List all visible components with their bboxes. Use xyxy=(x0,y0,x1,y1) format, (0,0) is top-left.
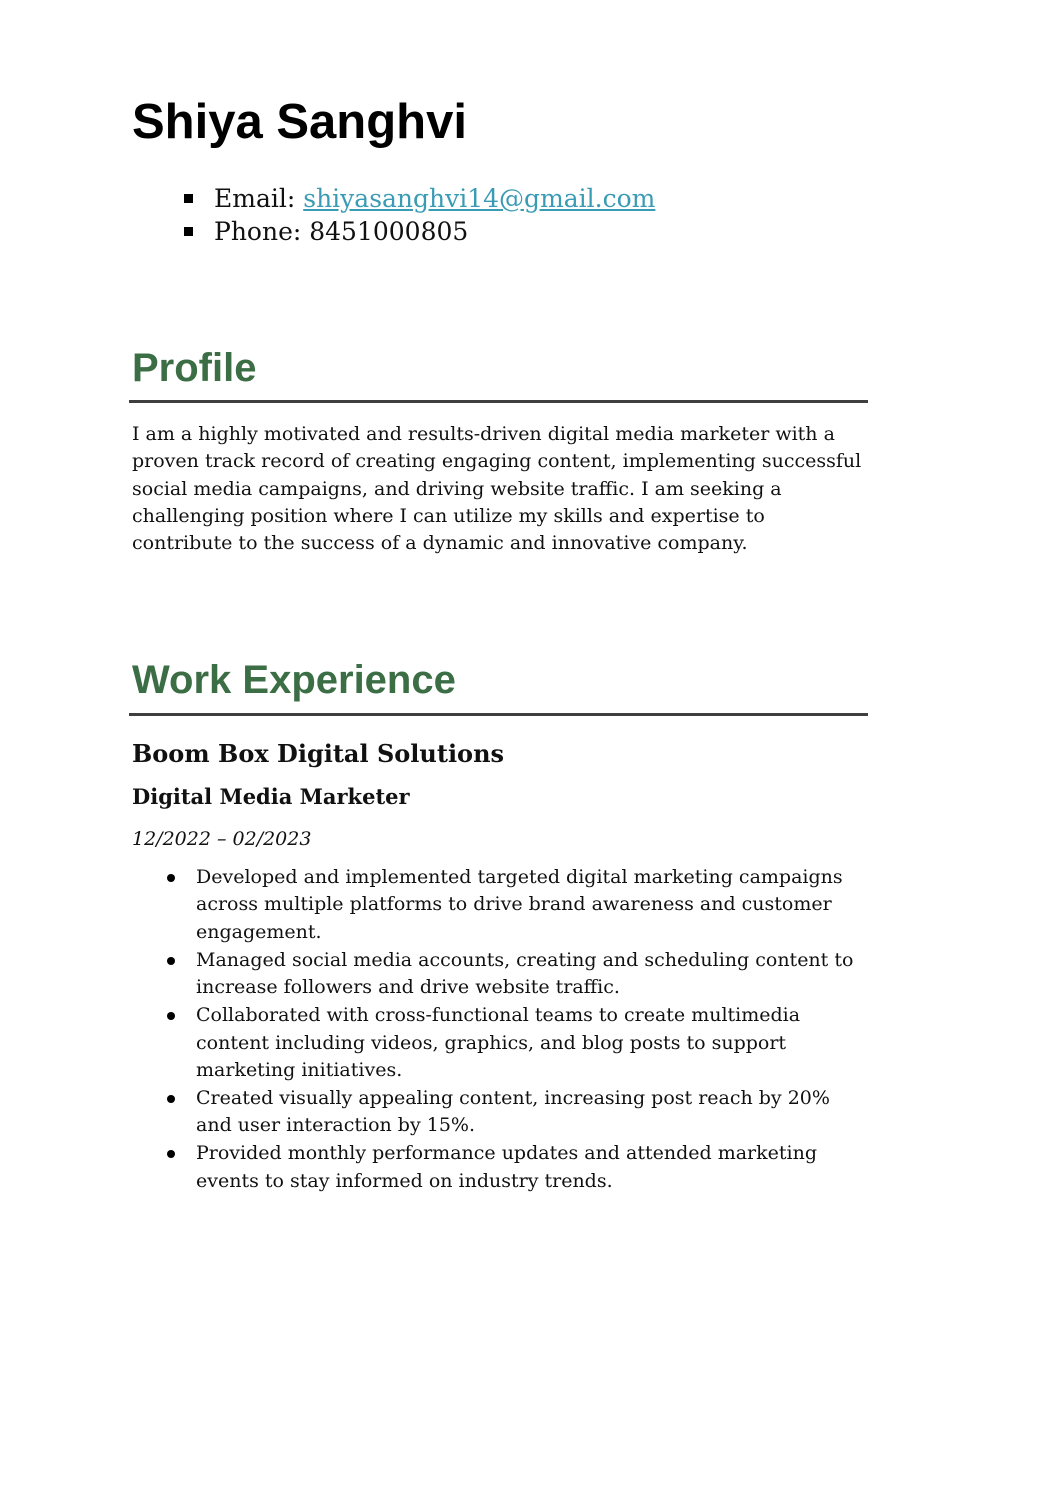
bullet-dot-icon xyxy=(167,874,175,882)
email-label: Email: xyxy=(214,184,304,213)
work-experience-divider xyxy=(129,713,868,716)
list-item xyxy=(164,1002,864,1084)
square-bullet-icon xyxy=(184,194,193,203)
phone-number: 8451000805 xyxy=(309,217,469,246)
bullet-text: Provided monthly performance updates and attended marketing events to stay informed on industry trends. xyxy=(196,1142,817,1192)
bullet-text: Developed and implemented targeted digital marketing campaigns across multiple platforms to drive brand awareness and customer engagement. xyxy=(196,866,843,943)
bullet-dot-icon xyxy=(167,1095,175,1103)
job-bullet-list xyxy=(164,864,864,1196)
contact-email-item xyxy=(182,182,655,215)
contact-phone-item xyxy=(182,215,655,248)
profile-divider xyxy=(129,400,868,403)
job-role: Digital Media Marketer xyxy=(132,784,410,809)
list-item xyxy=(164,1085,864,1140)
job-dates: 12/2022 – 02/2023 xyxy=(132,828,312,850)
list-item xyxy=(164,864,864,946)
phone-label: Phone: xyxy=(214,217,310,246)
square-bullet-icon xyxy=(184,227,193,236)
company-name: Boom Box Digital Solutions xyxy=(132,739,505,768)
profile-heading: Profile xyxy=(132,346,257,390)
bullet-text: Collaborated with cross-functional teams to create multimedia content including videos, graphics, and blog posts to support marketing initiatives. xyxy=(196,1004,801,1082)
bullet-dot-icon xyxy=(167,1150,175,1158)
email-link[interactable]: shiyasanghvi14@gmail.com xyxy=(303,184,656,213)
bullet-text: Managed social media accounts, creating and scheduling content to increase followers and drive website traffic. xyxy=(196,948,854,999)
profile-text: I am a highly motivated and results-driven digital media marketer with a proven track record of creating engaging content, implementing successful social media campaigns, and driving website traffic. I am seeking a challenging position where I can utilize my skills and expertise to contribute to the success of a dynamic and innovative company. xyxy=(132,423,862,555)
list-item xyxy=(164,1140,864,1195)
bullet-dot-icon xyxy=(167,957,175,965)
contact-list xyxy=(182,182,655,248)
bullet-text: Created visually appealing content, increasing post reach by 20% and user interaction by 15%. xyxy=(196,1087,830,1137)
bullet-dot-icon xyxy=(167,1012,175,1020)
candidate-name: Shiya Sanghvi xyxy=(132,95,467,149)
list-item xyxy=(164,947,864,1002)
work-experience-heading: Work Experience xyxy=(132,658,456,702)
